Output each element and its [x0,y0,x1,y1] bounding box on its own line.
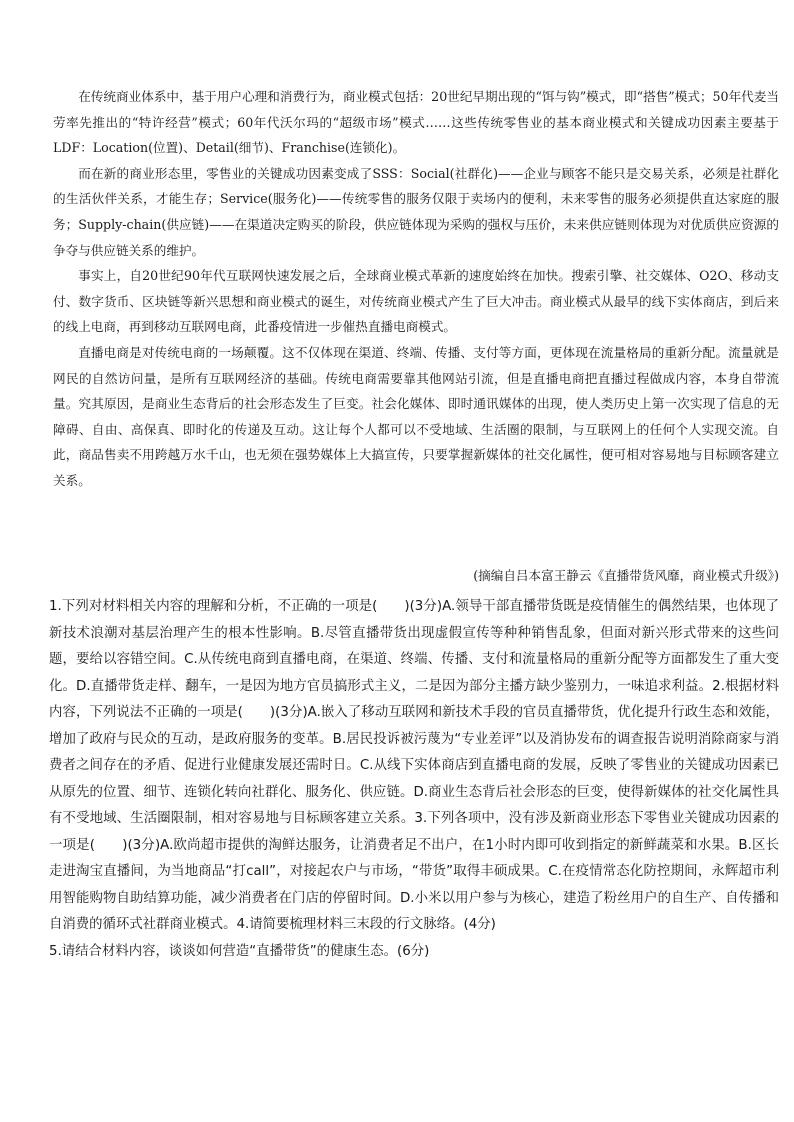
passage-source: (摘编自吕本富王静云《直播带货风靡，商业模式升级》) [473,568,779,583]
question-block [49,594,779,965]
reading-passage [53,84,779,494]
question-5: 5.请结合材料内容，谈谈如何营造“直播带货”的健康生态。(6分) [49,943,430,959]
passage-paragraph-1: 在传统商业体系中，基于用户心理和消费行为，商业模式包括：20世纪早期出现的“饵与钩”模式，即“搭售”模式；50年代麦当劳率先推出的“特许经营”模式；60年代沃尔玛的“超级市场”模式……这些传统零售业的基本商业模式和关键成功因素主要基于LDF：Location(位置)、Detail(细节)、Franchise(连锁化)。 [53,89,779,156]
passage-paragraph-2: 而在新的商业形态里，零售业的关键成功因素变成了SSS：Social(社群化)——企业与顾客不能只是交易关系，必须是社群化的生活伙伴关系，才能生存；Service(服务化)——传统零售的服务仅限于卖场内的便利，未来零售的服务必须提供直达家庭的服务；Supply-chain(供应链)——在渠道决定购买的阶段，供应链体现为采购的强权与压价，未来供应链则体现为对优质供应资源的争夺与供应链关系的维护。 [53,165,779,258]
passage-paragraph-4: 直播电商是对传统电商的一场颠覆。这不仅体现在渠道、终端、传播、支付等方面，更体现在流量格局的重新分配。流量就是网民的自然访问量，是所有互联网经济的基础。传统电商需要靠其他网站引流，但是直播电商把直播过程做成内容，本身自带流量。究其原因，是商业生态背后的社会形态发生了巨变。社会化媒体、即时通讯媒体的出现，使人类历史上第一次实现了信息的无障碍、自由、高保真、即时化的传递及互动。这让每个人都可以不受地域、生活圈的限制，与互联网上的任何个人实现交流。自此，商品售卖不用跨越万水千山，也无须在强势媒体上大搞宣传，只要掌握新媒体的社交化属性，便可相对容易地与目标顾客建立关系。 [53,344,779,488]
passage-paragraph-3: 事实上，自20世纪90年代互联网快速发展之后，全球商业模式革新的速度始终在加快。搜索引擎、社交媒体、O2O、移动支付、数字货币、区块链等新兴思想和商业模式的诞生，对传统商业模式产生了巨大冲击。商业模式从最早的线下实体商店，到后来的线上电商，再到移动互联网电商，此番疫情进一步催热直播电商模式。 [53,268,779,335]
questions-1-to-4: 1.下列对材料相关内容的理解和分析，不正确的一项是( )(3分)A.领导干部直播带货既是疫情催生的偶然结果，也体现了新技术浪潮对基层治理产生的根本性影响。B.尽管直播带货出现虚假宣传等种种销售乱象，但面对新兴形式带来的这些问题，要给以容错空间。C.从传统电商到直播电商，在渠道、终端、传播、支付和流量格局的重新分配等方面都发生了重大变化。D.直播带货走样、翻车，一是因为地方官员搞形式主义，二是因为部分主播方缺少鉴别力，一味追求利益。2.根据材料内容，下列说法不正确的一项是( )(3分)A.嵌入了移动互联网和新技术手段的官员直播带货，优化提升行政生态和效能，增加了政府与民众的互动，是政府服务的变革。B.居民投诉被污蔑为“专业差评”以及消协发布的调查报告说明消除商家与消费者之间存在的矛盾、促进行业健康发展还需时日。C.从线下实体商店到直播电商的发展，反映了零售业的关键成功因素已从原先的位置、细节、连锁化转向社群化、服务化、供应链。D.商业生态背后社会形态的巨变，使得新媒体的社交化属性具有不受地域、生活圈限制，相对容易地与目标顾客建立关系。3.下列各项中，没有涉及新商业形态下零售业关键成功因素的一项是( )(3分)A.欧尚超市提供的淘鲜达服务，让消费者足不出户，在1小时内即可收到指定的新鲜蔬菜和水果。B.区长走进淘宝直播间，为当地商品“打call”，对接起农户与市场，“带货”取得丰硕成果。C.在疫情常态化防控期间，永辉超市利用智能购物自助结算功能，减少消费者在门店的停留时间。D.小米以用户参与为核心，建造了粉丝用户的自生产、自传播和自消费的循环式社群商业模式。4.请简要梳理材料三末段的行文脉络。(4分) [49,599,779,932]
